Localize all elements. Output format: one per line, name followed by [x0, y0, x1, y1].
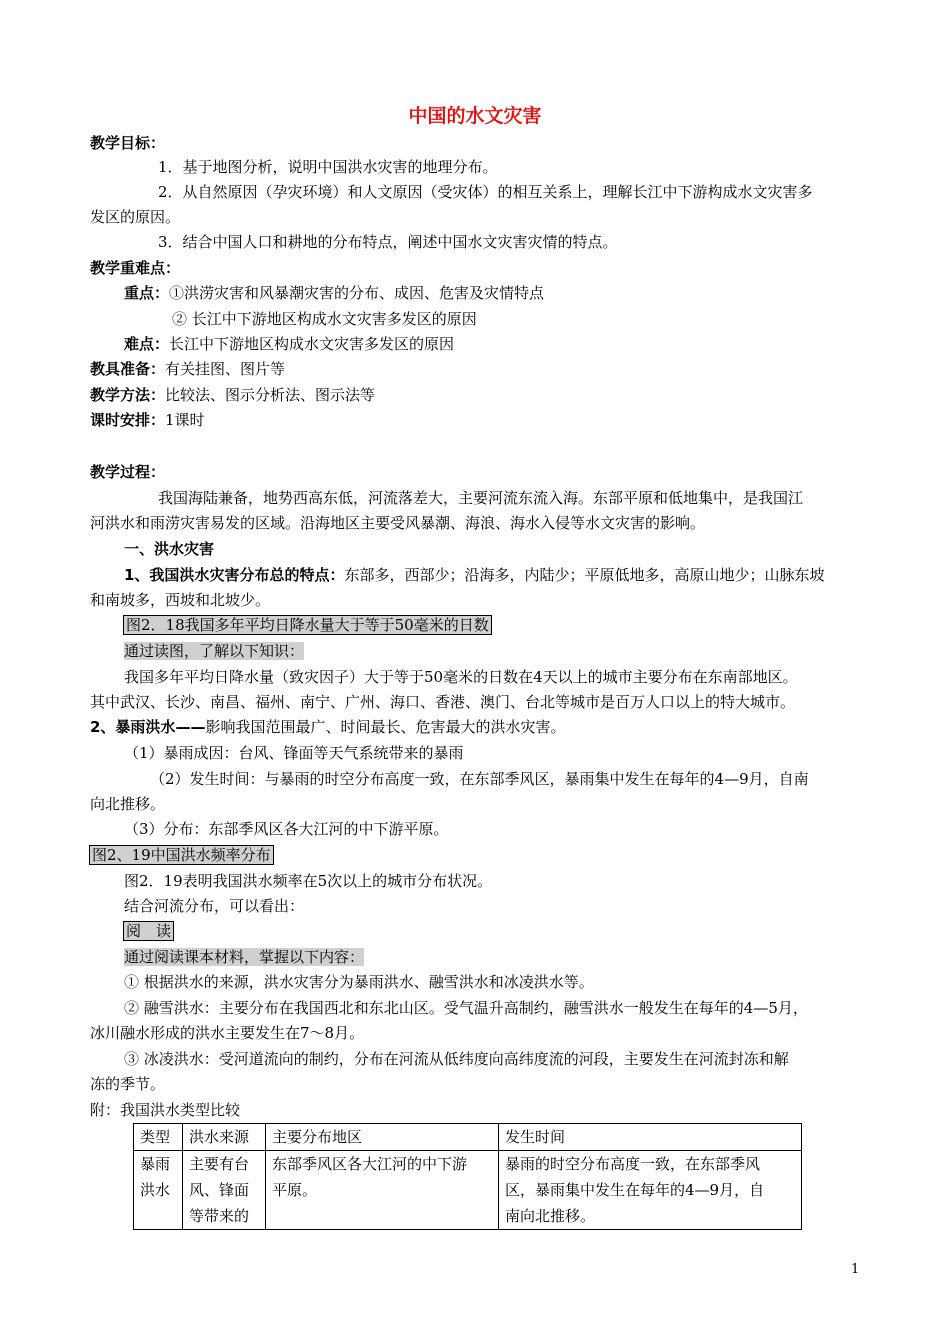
- teaching-aids: [90, 359, 285, 379]
- reading-label: 阅 读: [126, 922, 172, 940]
- rainstorm-cause: （1）暴雨成因：台风、锋面等天气系统带来的暴雨: [124, 744, 464, 762]
- cell-line: 暴雨的时空分布高度一致，在东部季风: [505, 1155, 761, 1173]
- flood-distribution: [124, 565, 824, 585]
- key-point-2: ② 长江中下游地区构成水文灾害多发区的原因: [172, 310, 477, 328]
- intro-paragraph: 我国海陆兼备，地势西高东低，河流落差大，主要河流东流入海。东部平原和低地集中，是我国江: [158, 489, 804, 507]
- table-cell-type: [134, 1151, 183, 1230]
- table-cell-area: [266, 1151, 499, 1230]
- appendix-title: 附：我国洪水类型比较: [90, 1101, 241, 1119]
- river-text: 结合河流分布，可以看出：: [124, 897, 305, 915]
- rain-days-text: 我国多年平均日降水量（致灾因子）大于等于50毫米的日数在4天以上的城市主要分布在东南部地区。: [124, 668, 798, 686]
- class-hours: [90, 410, 205, 430]
- table-row: [134, 1151, 802, 1230]
- cell-line: 主要有台: [189, 1155, 250, 1173]
- difficult-point-text: 长江中下游地区构成水文灾害多发区的原因: [169, 335, 455, 353]
- flood-distribution-text: 东部多，西部少；沿海多，内陆少；平原低地多，高原山地少；山脉东坡: [344, 566, 825, 584]
- goal-3: 3．结合中国人口和耕地的分布特点，阐述中国水文灾害灾情的特点。: [158, 233, 618, 251]
- section-flood-disaster: 一、洪水灾害: [124, 540, 215, 558]
- flood-comparison-table: [133, 1123, 802, 1230]
- rainstorm-time: （2）发生时间：与暴雨的时空分布高度一致，在东部季风区，暴雨集中发生在每年的4—9月，自南: [150, 770, 809, 788]
- rainstorm-flood-label: 2、暴雨洪水——: [90, 718, 206, 736]
- keys-heading: 教学重难点：: [90, 259, 181, 277]
- read-map-intro-text: 通过读图，了解以下知识：: [124, 642, 305, 660]
- class-hours-label: 课时安排：: [90, 411, 166, 429]
- goals-heading: 教学目标：: [90, 134, 166, 152]
- cell-line: 洪水: [140, 1181, 171, 1199]
- table-header: 主要分布地区: [266, 1124, 499, 1151]
- cell-line: 东部季风区各大江河的中下游: [272, 1155, 468, 1173]
- flood-distribution-label: 1、我国洪水灾害分布总的特点：: [124, 566, 345, 584]
- figure-2-19-caption: [90, 845, 273, 865]
- cell-line: 南向北推移。: [505, 1207, 596, 1225]
- rainstorm-time-cont: 向北推移。: [90, 795, 166, 813]
- rain-days-text-cont: 其中武汉、长沙、南昌、福州、南宁、广州、海口、香港、澳门、台北等城市是百万人口以上的特大城市。: [90, 693, 796, 711]
- key-point-label: 重点：: [124, 284, 170, 302]
- goal-1: 1．基于地图分析，说明中国洪水灾害的地理分布。: [158, 158, 498, 176]
- goal-2: 2．从自然原因（孕灾环境）和人文原因（受灾体）的相互关系上，理解长江中下游构成水文灾害多: [158, 183, 813, 201]
- read-map-intro: [124, 641, 304, 661]
- rainstorm-area: （3）分布：东部季风区各大江河的中下游平原。: [124, 820, 449, 838]
- table-cell-source: [183, 1151, 266, 1230]
- flood-distribution-cont: 和南坡多，西坡和北坡少。: [90, 591, 271, 609]
- class-hours-text: 1课时: [165, 411, 205, 429]
- goal-2-cont: 发区的原因。: [90, 208, 181, 226]
- cell-line: 平原。: [272, 1181, 318, 1199]
- cell-line: 等带来的: [189, 1207, 250, 1225]
- page-number: 1: [851, 1262, 860, 1277]
- difficult-point-label: 难点：: [124, 335, 170, 353]
- reading-intro-text: 通过阅读课本材料，掌握以下内容：: [124, 948, 365, 966]
- table-header: 类型: [134, 1124, 183, 1151]
- figure-2-19-label: 图2、19中国洪水频率分布: [92, 846, 271, 864]
- teaching-aids-label: 教具准备：: [90, 360, 166, 378]
- table-header: 洪水来源: [183, 1124, 266, 1151]
- key-point-text: ①洪涝灾害和风暴潮灾害的分布、成因、危害及灾情特点: [169, 284, 545, 302]
- ice-flood: ③ 冰凌洪水：受河道流向的制约，分布在河流从低纬度向高纬度流的河段，主要发生在河流封冻和解: [124, 1050, 789, 1068]
- figure-2-19-text: 图2．19表明我国洪水频率在5次以上的城市分布状况。: [124, 872, 493, 890]
- process-heading: 教学过程：: [90, 463, 166, 481]
- table-header-row: [134, 1124, 802, 1151]
- ice-flood-cont: 冻的季节。: [90, 1075, 166, 1093]
- teaching-method-text: 比较法、图示分析法、图示法等: [165, 386, 376, 404]
- cell-line: 风、锋面: [189, 1181, 250, 1199]
- snowmelt-flood-cont: 冰川融水形成的洪水主要发生在7～8月。: [90, 1024, 365, 1042]
- difficult-point: [124, 334, 454, 354]
- flood-types: ① 根据洪水的来源，洪水灾害分为暴雨洪水、融雪洪水和冰凌洪水等。: [124, 973, 594, 991]
- rainstorm-flood-text: 影响我国范围最广、时间最长、危害最大的洪水灾害。: [205, 718, 566, 736]
- cell-line: 区，暴雨集中发生在每年的4—9月，自: [505, 1181, 765, 1199]
- key-point-1: [124, 283, 544, 303]
- teaching-method-label: 教学方法：: [90, 386, 166, 404]
- reading-intro: [124, 947, 364, 967]
- reading-box: [124, 921, 173, 941]
- teaching-method: [90, 385, 375, 405]
- teaching-aids-text: 有关挂图、图片等: [165, 360, 286, 378]
- rainstorm-flood: [90, 717, 565, 737]
- table-header: 发生时间: [499, 1124, 802, 1151]
- figure-2-18-caption: [124, 615, 491, 635]
- cell-line: 暴雨: [140, 1155, 171, 1173]
- table-cell-time: [499, 1151, 802, 1230]
- snowmelt-flood: ② 融雪洪水：主要分布在我国西北和东北山区。受气温升高制约，融雪洪水一般发生在每年的4—5月，: [124, 999, 808, 1017]
- figure-2-18-label: 图2．18我国多年平均日降水量大于等于50毫米的日数: [126, 616, 489, 634]
- document-title: 中国的水文灾害: [408, 105, 542, 127]
- intro-paragraph-cont: 河洪水和雨涝灾害易发的区域。沿海地区主要受风暴潮、海浪、海水入侵等水文灾害的影响。: [90, 514, 706, 532]
